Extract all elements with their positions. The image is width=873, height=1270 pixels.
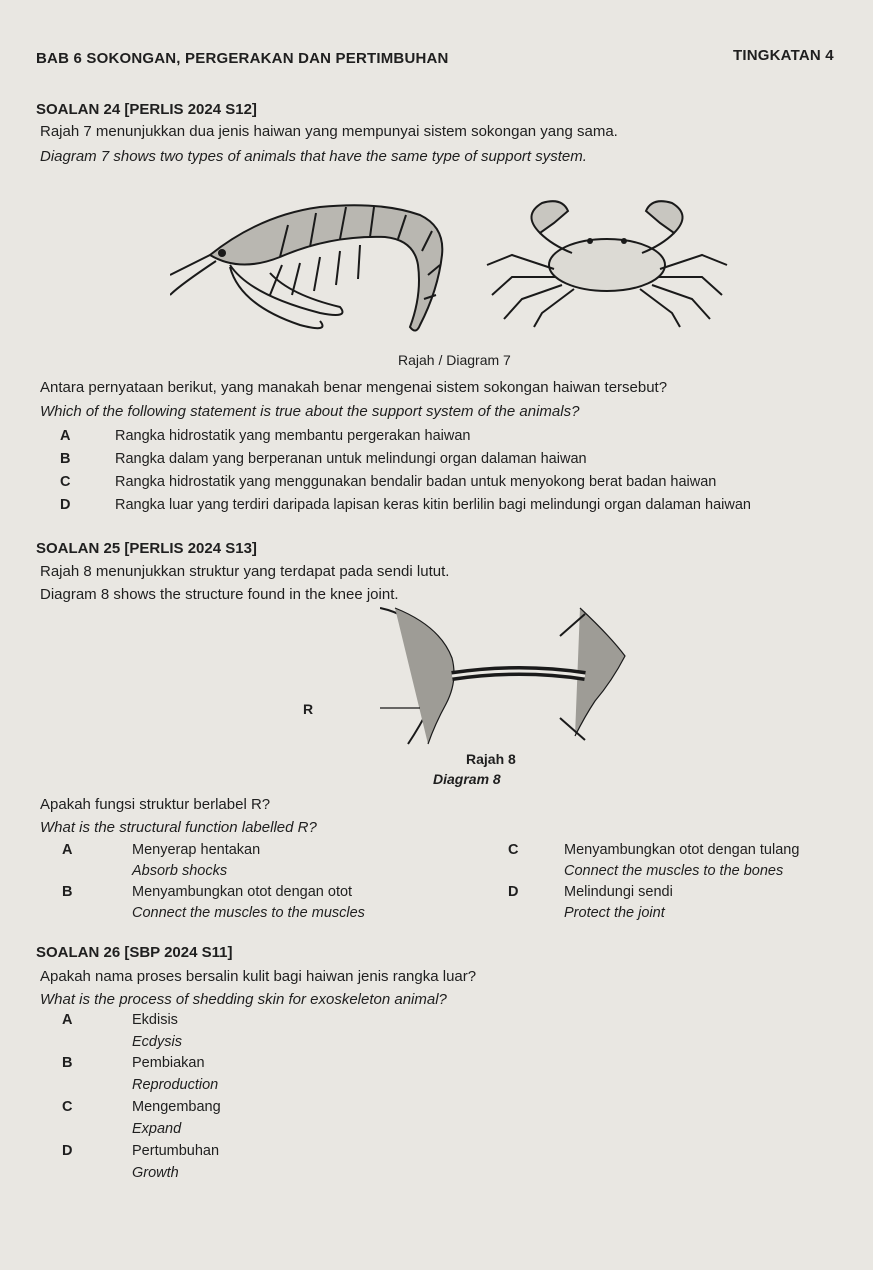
q26-option-c-en: Expand [132, 1121, 182, 1137]
q25-option-d-ms: Melindungi sendi [564, 884, 673, 900]
q25-option-d-en: Protect the joint [564, 905, 665, 921]
q25-question-en: What is the structural function labelled R? [40, 819, 317, 836]
q26-option-b-en: Reproduction [132, 1077, 219, 1093]
q26-option-d-letter: D [62, 1143, 73, 1159]
q25-stem-ms: Rajah 8 menunjukkan struktur yang terdapat pada sendi lutut. [40, 563, 450, 580]
q24-option-a-letter: A [60, 428, 71, 444]
form-level: TINGKATAN 4 [733, 47, 834, 64]
q24-option-b-text: Rangka dalam yang berperanan untuk melindungi organ dalaman haiwan [115, 451, 587, 467]
q26-question-ms: Apakah nama proses bersalin kulit bagi haiwan jenis rangka luar? [40, 968, 477, 985]
q25-caption-ms: Rajah 8 [466, 751, 516, 767]
q26-title: SOALAN 26 [SBP 2024 S11] [36, 944, 233, 961]
prawn-illustration [170, 195, 480, 345]
q25-option-b-ms: Menyambungkan otot dengan otot [132, 884, 353, 900]
q24-diagram-caption: Rajah / Diagram 7 [398, 352, 511, 368]
q24-option-c-text: Rangka hidrostatik yang menggunakan bendalir badan untuk menyokong berat badan haiwan [115, 474, 717, 490]
q24-title: SOALAN 24 [PERLIS 2024 S12] [36, 101, 257, 118]
q24-option-d-letter: D [60, 497, 71, 513]
q26-option-c-letter: C [62, 1099, 73, 1115]
q26-option-a-ms: Ekdisis [132, 1012, 178, 1028]
q25-option-a-letter: A [62, 842, 73, 858]
q24-stem-ms: Rajah 7 menunjukkan dua jenis haiwan yang mempunyai sistem sokongan yang sama. [40, 123, 618, 140]
q26-option-d-ms: Pertumbuhan [132, 1143, 220, 1159]
q25-question-ms: Apakah fungsi struktur berlabel R? [40, 796, 271, 813]
q26-option-b-ms: Pembiakan [132, 1055, 205, 1071]
q24-stem-en: Diagram 7 shows two types of animals that have the same type of support system. [40, 148, 587, 165]
chapter-title: BAB 6 SOKONGAN, PERGERAKAN DAN PERTIMBUHAN [36, 50, 449, 67]
q25-stem-en: Diagram 8 shows the structure found in the knee joint. [40, 586, 399, 603]
q24-option-c-letter: C [60, 474, 71, 490]
q24-option-a-text: Rangka hidrostatik yang membantu pergerakan haiwan [115, 428, 471, 444]
q24-option-b-letter: B [60, 451, 71, 467]
q26-option-d-en: Growth [132, 1165, 179, 1181]
q25-option-c-en: Connect the muscles to the bones [564, 863, 784, 879]
q24-question-en: Which of the following statement is true about the support system of the animals? [40, 403, 580, 420]
crab-illustration [482, 195, 732, 330]
q25-option-d-letter: D [508, 884, 519, 900]
q26-question-en: What is the process of shedding skin for exoskeleton animal? [40, 991, 447, 1008]
q25-option-a-ms: Menyerap hentakan [132, 842, 261, 858]
q25-title: SOALAN 25 [PERLIS 2024 S13] [36, 540, 257, 557]
q25-option-b-letter: B [62, 884, 73, 900]
q25-option-c-ms: Menyambungkan otot dengan tulang [564, 842, 800, 858]
q26-option-c-ms: Mengembang [132, 1099, 221, 1115]
label-r: R [303, 701, 314, 717]
q25-option-b-en: Connect the muscles to the muscles [132, 905, 365, 921]
q26-option-b-letter: B [62, 1055, 73, 1071]
q26-option-a-en: Ecdysis [132, 1034, 182, 1050]
q24-option-d-text: Rangka luar yang terdiri daripada lapisan keras kitin berlilin bagi melindungi organ dalaman haiwan [115, 497, 751, 513]
q26-option-a-letter: A [62, 1012, 73, 1028]
q24-question-ms: Antara pernyataan berikut, yang manakah benar mengenai sistem sokongan haiwan tersebut? [40, 379, 668, 396]
q25-option-a-en: Absorb shocks [132, 863, 228, 879]
knee-joint-illustration [380, 606, 635, 748]
q25-option-c-letter: C [508, 842, 519, 858]
q25-caption-en: Diagram 8 [433, 771, 501, 787]
